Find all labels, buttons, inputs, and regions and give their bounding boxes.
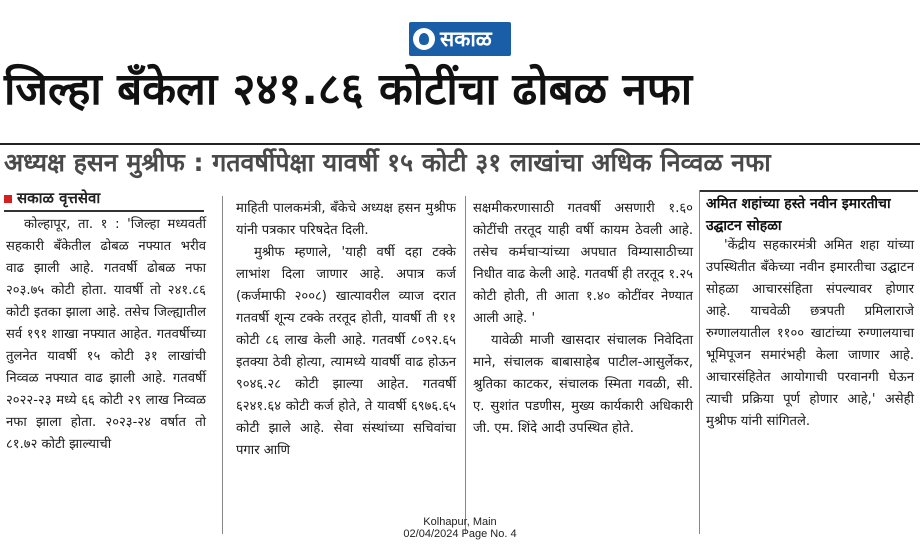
article-column-3	[473, 198, 693, 440]
article-column-1	[6, 214, 206, 456]
subheadline: अध्यक्ष हसन मुश्रीफ : गतवर्षीपेक्षा यावर्षी १५ कोटी ३१ लाखांचा अधिक निव्वळ नफा	[4, 148, 771, 177]
sakal-emblem-icon	[413, 28, 435, 50]
column-divider	[465, 196, 466, 534]
page-footer	[360, 516, 560, 540]
paragraph: सक्षमीकरणासाठी गतवर्षी असणारी १.६० कोटींची तरतूद याही वर्षी कायम ठेवली आहे. तसेच कर्मचाऱ्यांच्या अपघात विम्यासाठीच्या निधीत वाढ केली आहे. गतवर्षी ही तरतूद १.२५ कोटी होती, ती आता १.४० कोटींवर नेण्यात आली आहे. '	[473, 201, 693, 326]
byline	[4, 186, 204, 212]
paragraph: माहिती पालकमंत्री, बँकेचे अध्यक्ष हसन मुश्रीफ यांनी पत्रकार परिषदेत दिली.	[236, 201, 456, 238]
footer-date-page: 02/04/2024 Page No. 4	[403, 528, 517, 540]
paragraph: 'केंद्रीय सहकारमंत्री अमित शहा यांच्या उपस्थितीत बँकेच्या नवीन इमारतीचा उद्घाटन सोहळा आचारसंहिता संपल्यावर होणार आहे. याचवेळी छत्रपती प्रमिलाराजे रुग्णालयातील ११०० खाटांच्या रुग्णालयाचा भूमिपूजन समारंभही केला जाणार आहे. आचारसंहितेत आयोगाची परवानगी घेऊन त्याची प्रक्रिया पूर्ण होणार आहे,' असेही मुश्रीफ यांनी सांगितले.	[706, 238, 914, 429]
masthead-logo	[409, 22, 511, 56]
column-divider	[699, 190, 700, 534]
column-divider	[222, 196, 223, 534]
sidebar-column	[706, 235, 914, 433]
paragraph: यावेळी माजी खासदार संचालक निवेदिता माने, संचालक बाबासाहेब पाटील-आसुर्लेकर, श्रुतिका काटकर, संचालक स्मिता गवळी, सी. ए. सुशांत पडणीस, मुख्य कार्यकारी अधिकारी जी. एम. शिंदे आदी उपस्थित होते.	[473, 333, 693, 436]
paragraph: कोल्हापूर, ता. १ : 'जिल्हा मध्यवर्ती सहकारी बँकेतील ढोबळ नफ्यात भरीव वाढ झाली आहे. गतवर्षी ढोबळ नफा २०३.७५ कोटी होता. यावर्षी तो २४१.८६ कोटी इतका झाला आहे. तसेच जिल्ह्यातील सर्व १९१ शाखा नफ्यात आहेत. गतवर्षीच्या तुलनेत यावर्षी १५ कोटी ३१ लाखांची निव्वळ नफ्यात वाढ झाली आहे. गतवर्षी २०२२-२३ मध्ये ६६ कोटी २९ लाख निव्वळ नफा झाला होता. २०२३-२४ वर्षात तो ८१.७२ कोटी झाल्याची	[6, 217, 206, 452]
sidebar-top-rule	[700, 190, 918, 192]
footer-edition: Kolhapur, Main	[423, 516, 497, 528]
paragraph: मुश्रीफ म्हणाले, 'याही वर्षी दहा टक्के लाभांश दिला जाणार आहे. अपात्र कर्ज (कर्जमाफी २००८) खात्यावरील व्याज दरात गतवर्षी शून्य टक्के तरतूद होती, यावर्षी ती ११ कोटी ८६ लाख केली आहे. गतवर्षी ८०९२.६५ इतक्या ठेवी होत्या, त्यामध्ये यावर्षी वाढ होऊन ९०४६.२८ कोटी झाल्या आहेत. गतवर्षी ६२४१.६४ कोटी कर्ज होते, ते यावर्षी ६९७६.६५ कोटी झाले आहे. सेवा संस्थांच्या सचिवांचा पगार आणि	[236, 245, 456, 458]
article-column-2	[236, 198, 456, 462]
headline: जिल्हा बँकेला २४१.८६ कोटींचा ढोबळ नफा	[4, 64, 693, 115]
byline-text: सकाळ वृत्तसेवा	[17, 189, 101, 207]
sidebar-heading: अमित शहांच्या हस्ते नवीन इमारतीचा उद्घाटन सोहळा	[706, 196, 891, 234]
logo-text: सकाळ	[440, 26, 492, 51]
byline-marker-icon	[4, 195, 12, 203]
headline-divider	[0, 143, 920, 145]
